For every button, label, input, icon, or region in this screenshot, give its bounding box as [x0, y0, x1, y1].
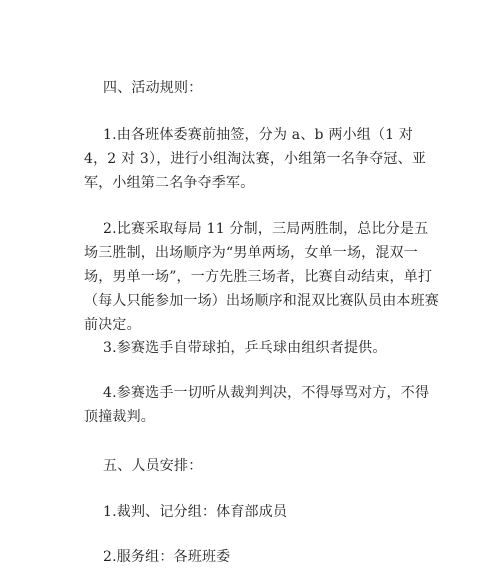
staff-2-line: 2.服务组：各班班委: [103, 549, 231, 565]
rule-1-paragraph: 1.由各班体委赛前抽签，分为 a、b 两小组（1 对 4，2 对 3），进行小组淘汰赛，小组第一名争夺冠、亚军，小组第二名争夺季军。: [84, 127, 427, 191]
section-4-heading: 四、活动规则：: [103, 80, 203, 96]
rule-4-paragraph: 4.参赛选手一切听从裁判判决，不得辱骂对方，不得顶撞裁判。: [84, 385, 430, 425]
staff-1-line: 1.裁判、记分组：体育部成员: [103, 504, 288, 520]
section-5-heading: 五、人员安排：: [103, 458, 203, 474]
rule-2-paragraph: 2.比赛采取每局 11 分制，三局两胜制，总比分是五场三胜制，出场顺序为“男单两场，女单一场，混双一场，男单一场”，一方先胜三场者，比赛自动结束，单打（每人只能参加一场）出场顺序和混双比赛队员由本班赛前决定。: [84, 221, 439, 333]
rule-3-paragraph: 3.参赛选手自带球拍，乒乓球由组织者提供。: [103, 340, 387, 356]
